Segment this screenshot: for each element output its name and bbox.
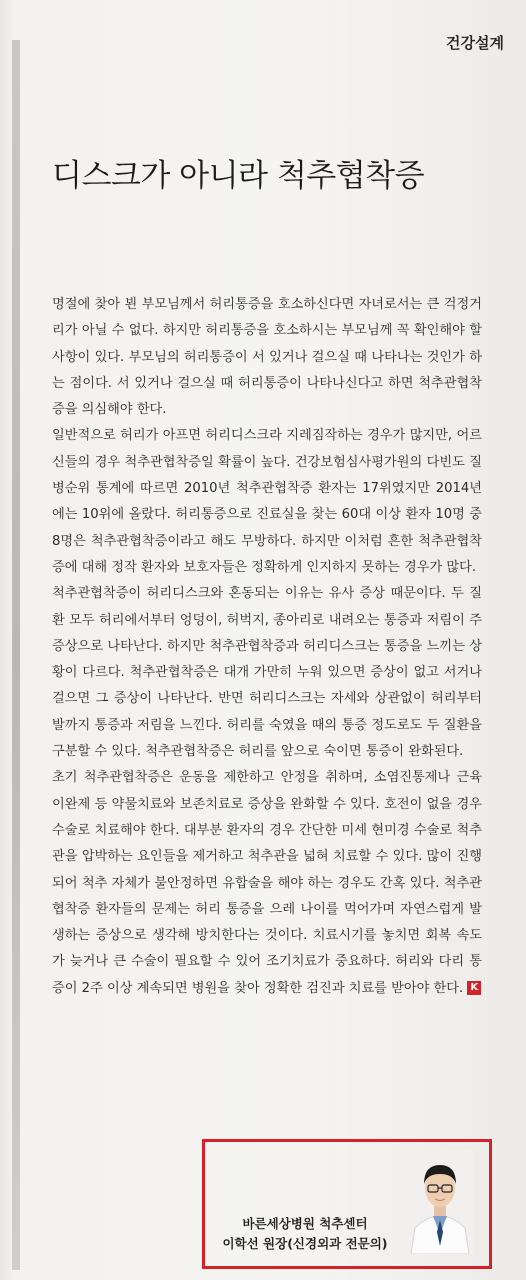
paragraph-1: 명절에 찾아 뵌 부모님께서 허리통증을 호소하신다면 자녀로서는 큰 걱정거리가 아닐 수 없다. 하지만 허리통증을 호소하시는 부모님께 꼭 확인해야 할 사항이 있다. 부모님의 허리통증이 서 있거나 걸으실 때 나타나는 것인가 하는 점이다. 서 있거나 걸으실 때 허리통증이 나타나신다고 하면 척추관협착증을 의심해야 한다. <box>52 297 482 418</box>
bleed-through-shadow <box>446 150 526 240</box>
author-profile-box <box>202 1139 492 1269</box>
page-gutter-shadow <box>12 40 20 1270</box>
paragraph-3: 척추관협착증이 허리디스크와 혼동되는 이유는 유사 증상 때문이다. 두 질환 모두 허리에서부터 엉덩이, 허벅지, 종아리로 내려오는 통증과 저림이 주증상으로 나타난다. 하지만 척추관협착증과 허리디스크는 통증을 느끼는 상황이 다르다. 척추관협착증은 대개 가만히 누워 있으면 증상이 없고 서거나 걸으면 그 증상이 나타난다. 반면 허리디스크는 자세와 상관없이 허리부터 발까지 통증과 저림을 느낀다. 허리를 숙였을 때의 통증 정도로도 두 질환을 구분할 수 있다. 척추관협착증은 허리를 앞으로 숙이면 통증이 완화된다. <box>52 586 482 760</box>
article-title: 디스크가 아니라 척추협착증 <box>52 158 425 194</box>
doctor-portrait-icon <box>407 1150 473 1254</box>
author-name: 이학선 원장(신경외과 전문의) <box>222 1236 388 1251</box>
paragraph-4 <box>52 765 482 1002</box>
article-body <box>52 292 482 1002</box>
paragraph-4-text: 초기 척추관협착증은 운동을 제한하고 안정을 취하며, 소염진통제나 근육 이완제 등 약물치료와 보존치료로 증상을 완화할 수 있다. 호전이 없을 경우 수술로 치료해야 한다. 대부분 환자의 경우 간단한 미세 현미경 수술로 척추관을 압박하는 요인들을 제거하고 척추관을 넓혀 치료할 수 있다. 많이 진행되어 척추 자체가 불안정하면 유합술을 해야 하는 경우도 간혹 있다. 척추관협착증 환자들의 문제는 허리 통증을 으레 나이를 먹어가며 자연스럽게 발생하는 증상으로 생각해 방치한다는 것이다. 치료시기를 놓치면 회복 속도가 늦거나 큰 수술이 필요할 수 있어 조기치료가 중요하다. 허리와 다리 통증이 2주 이상 계속되면 병원을 찾아 정확한 검진과 치료를 받아야 한다. <box>52 770 482 996</box>
profile-caption <box>205 1214 405 1254</box>
author-affiliation: 바른세상병원 척추센터 <box>242 1216 368 1231</box>
end-mark-icon: K <box>467 981 481 995</box>
paragraph-2: 일반적으로 허리가 아프면 허리디스크라 지레짐작하는 경우가 많지만, 어르신들의 경우 척추관협착증일 확률이 높다. 건강보험심사평가원의 다빈도 질병순위 통계에 따르면 2010년 척추관협착증 환자는 17위였지만 2014년에는 10위에 올랐다. 허리통증으로 진료실을 찾는 60대 이상 환자 10명 중 8명은 척추관협착증이라고 해도 무방하다. 하지만 이처럼 흔한 척추관협착증에 대해 정작 환자와 보호자들은 정확하게 인지하지 못하는 경우가 많다. <box>52 428 482 575</box>
section-label: 건강설계 <box>446 34 504 52</box>
